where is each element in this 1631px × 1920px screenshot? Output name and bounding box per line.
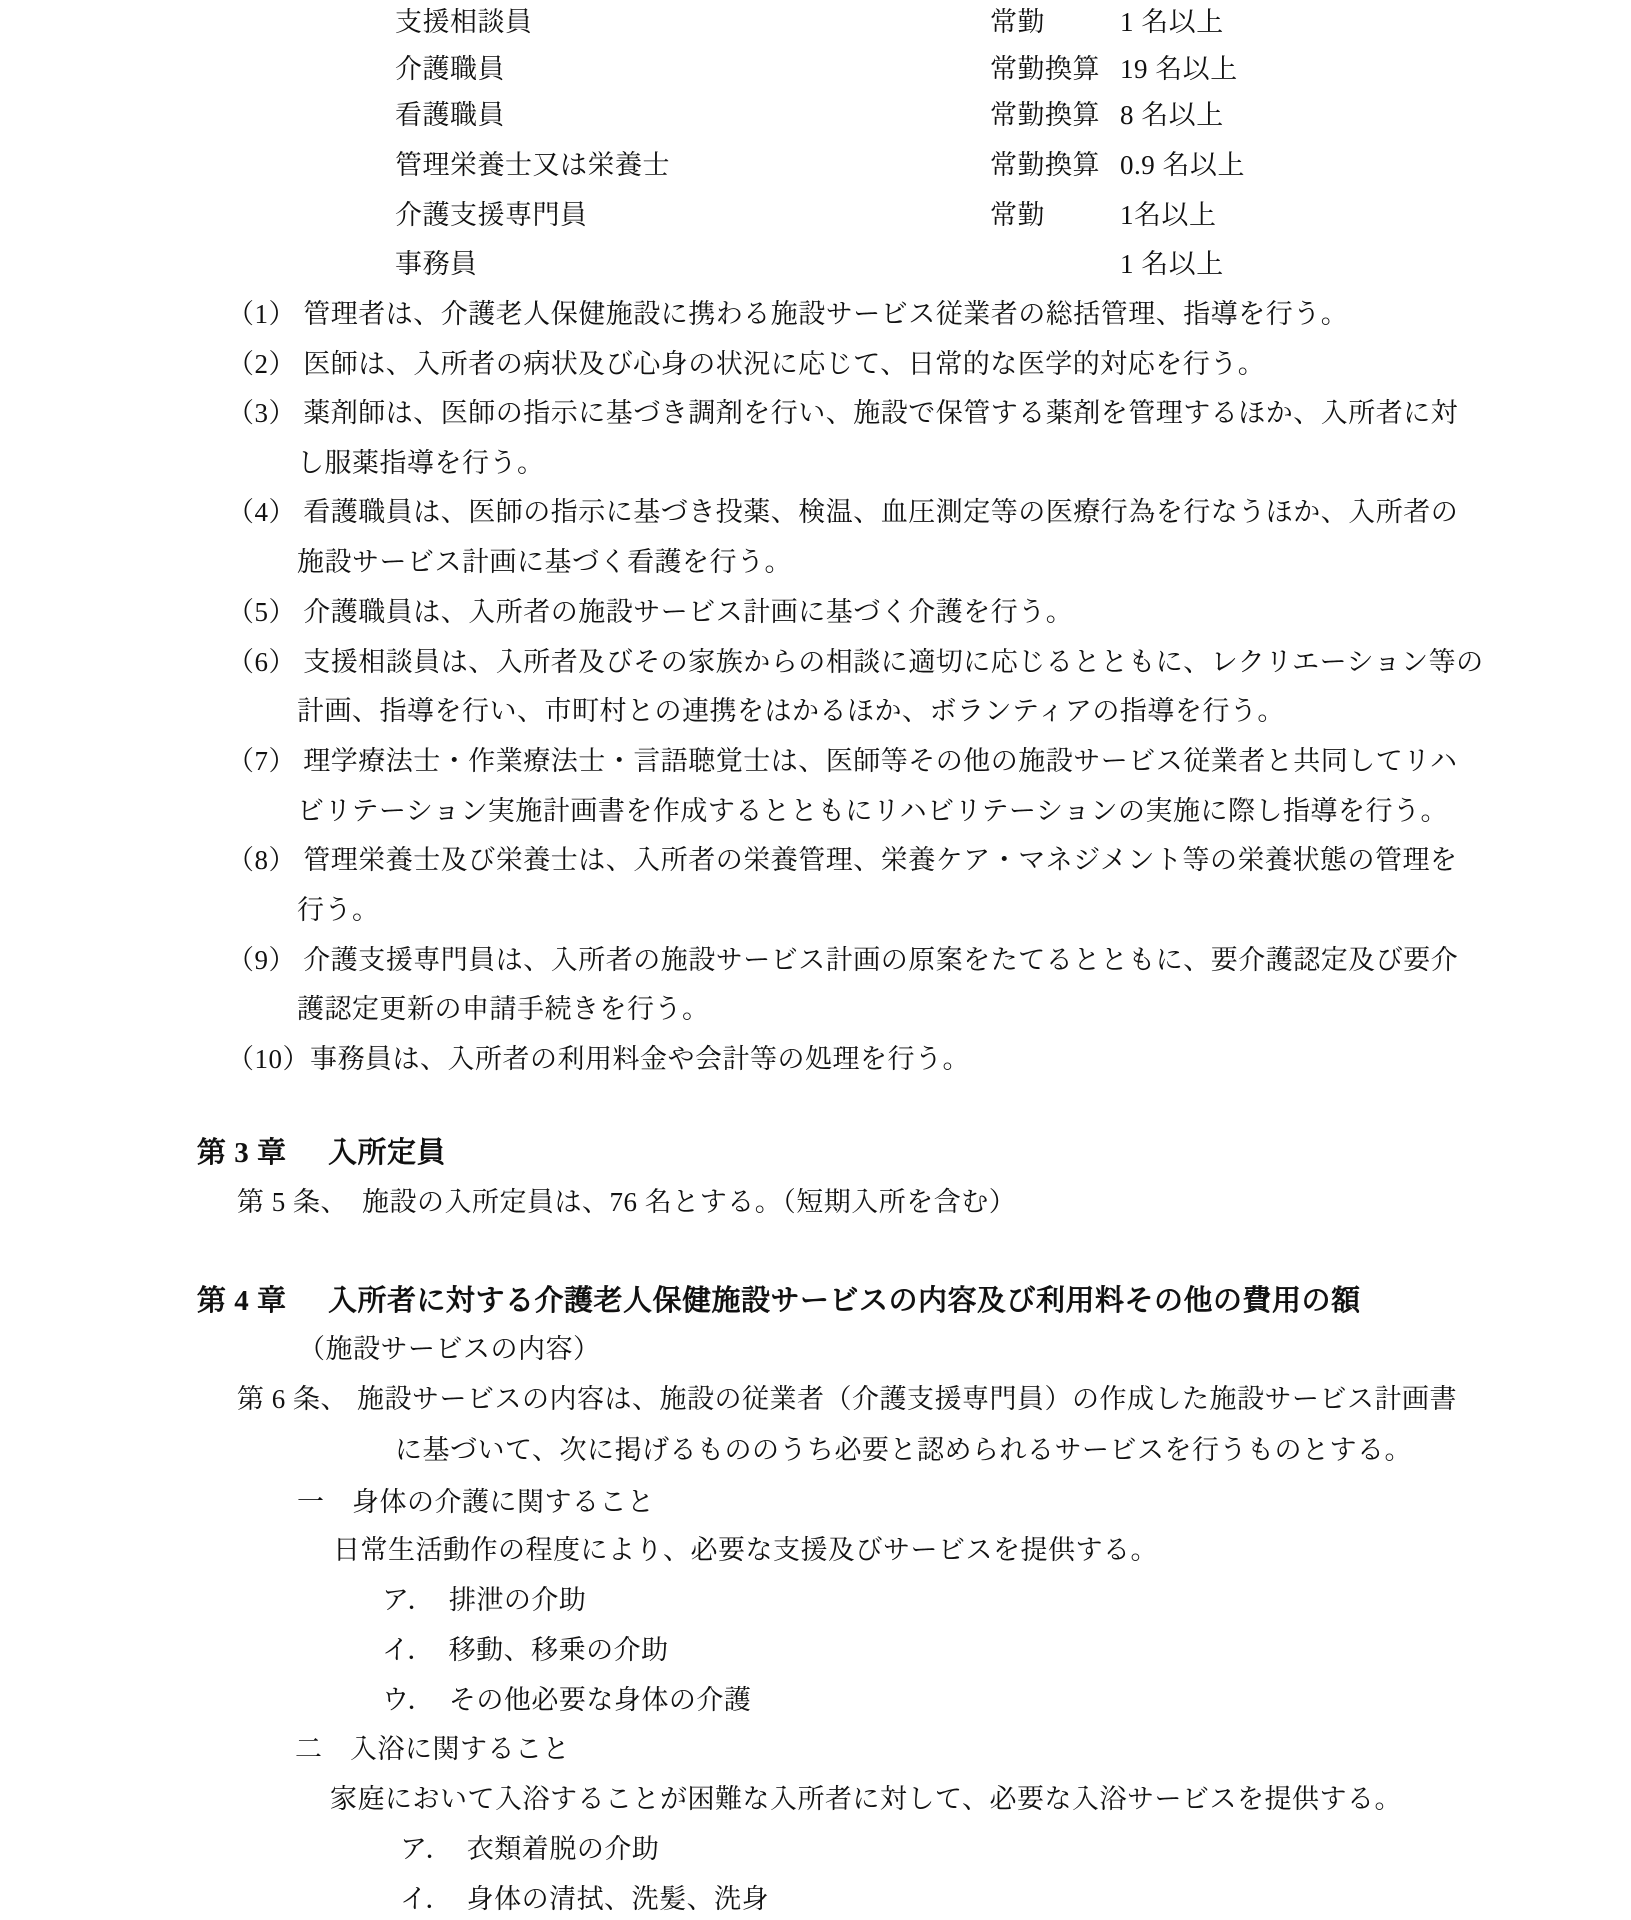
duty-item-3-cont: し服薬指導を行う。 [297,448,545,478]
article5-text: 施設の入所定員は、76 名とする。（短期入所を含む） [362,1187,1017,1217]
staff-role: 事務員 [395,249,478,279]
chapter4-label: 第 4 章 [197,1285,287,1317]
service-item-2-description: 家庭において入浴することが困難な入所者に対して、必要な入浴サービスを提供する。 [330,1784,1402,1814]
staff-role: 看護職員 [395,100,505,130]
staff-role: 介護支援専門員 [395,200,588,230]
service-item-1-sub-a: ア． 排泄の介助 [382,1585,587,1615]
duty-item-10: （10）事務員は、入所者の利用料金や会計等の処理を行う。 [227,1044,970,1074]
duty-item-8: （8） 管理栄養士及び栄養士は、入所者の栄養管理、栄養ケア・マネジメント等の栄養状態の管理を [227,845,1458,875]
chapter3-title: 入所定員 [328,1137,447,1169]
duty-item-2: （2） 医師は、入所者の病状及び心身の状況に応じて、日常的な医学的対応を行う。 [227,349,1266,379]
service-item-1-sub-i: イ． 移動、移乗の介助 [382,1635,669,1665]
staff-count: 1 名以上 [1120,7,1224,37]
duty-item-1: （1） 管理者は、介護老人保健施設に携わる施設サービス従業者の総括管理、指導を行う。 [227,299,1349,329]
chapter3-label: 第 3 章 [197,1137,287,1169]
staff-count: 0.9 名以上 [1120,150,1245,180]
duty-item-9: （9） 介護支援専門員は、入所者の施設サービス計画の原案をたてるとともに、要介護認定及び要介 [227,945,1459,975]
article6-text: 施設サービスの内容は、施設の従業者（介護支援専門員）の作成した施設サービス計画書 [357,1384,1457,1414]
staff-count: 8 名以上 [1120,100,1224,130]
staff-count: 1名以上 [1120,200,1217,230]
staff-count: 19 名以上 [1120,54,1238,84]
chapter4-subheading: （施設サービスの内容） [298,1334,601,1364]
staff-basis: 常勤 [990,7,1045,37]
duty-item-4-cont: 施設サービス計画に基づく看護を行う。 [297,547,792,577]
duty-item-5: （5） 介護職員は、入所者の施設サービス計画に基づく介護を行う。 [227,597,1074,627]
duty-item-3: （3） 薬剤師は、医師の指示に基づき調剤を行い、施設で保管する薬剤を管理するほか、入所者に対 [227,398,1459,428]
chapter4-title: 入所者に対する介護老人保健施設サービスの内容及び利用料その他の費用の額 [328,1285,1361,1317]
staff-role: 介護職員 [395,54,505,84]
service-item-2-sub-a: ア． 衣類着脱の介助 [400,1834,660,1864]
service-item-1-sub-u: ウ． その他必要な身体の介護 [382,1685,752,1715]
duty-item-8-cont: 行う。 [297,895,380,925]
duty-item-7-cont: ビリテーション実施計画書を作成するとともにリハビリテーションの実施に際し指導を行う。 [297,796,1448,826]
staff-basis: 常勤換算 [990,54,1100,84]
duty-item-6: （6） 支援相談員は、入所者及びその家族からの相談に適切に応じるとともに、レクリエーション等の [227,647,1484,677]
service-item-1-description: 日常生活動作の程度により、必要な支援及びサービスを提供する。 [333,1535,1158,1565]
duty-item-4: （4） 看護職員は、医師の指示に基づき投薬、検温、血圧測定等の医療行為を行なうほか、入所者の [227,497,1459,527]
duty-item-6-cont: 計画、指導を行い、市町村との連携をはかるほか、ボランティアの指導を行う。 [297,696,1285,726]
staff-role: 支援相談員 [395,7,533,37]
article6-label: 第 6 条、 [237,1384,348,1414]
article5-label: 第 5 条、 [237,1187,348,1217]
staff-basis: 常勤 [990,200,1045,230]
duty-item-9-cont: 護認定更新の申請手続きを行う。 [297,994,710,1024]
staff-basis: 常勤換算 [990,150,1100,180]
service-item-2-heading: 二 入浴に関すること [295,1734,570,1764]
service-item-2-sub-i: イ． 身体の清拭、洗髪、洗身 [400,1884,770,1914]
staff-count: 1 名以上 [1120,249,1224,279]
article6-text-cont: に基づいて、次に掲げるもののうち必要と認められるサービスを行うものとする。 [395,1435,1412,1465]
staff-basis: 常勤換算 [990,100,1100,130]
duty-item-7: （7） 理学療法士・作業療法士・言語聴覚士は、医師等その他の施設サービス従業者と共同してリハ [227,746,1458,776]
service-item-1-heading: 一 身体の介護に関すること [297,1487,655,1517]
staff-role: 管理栄養士又は栄養士 [395,150,670,180]
